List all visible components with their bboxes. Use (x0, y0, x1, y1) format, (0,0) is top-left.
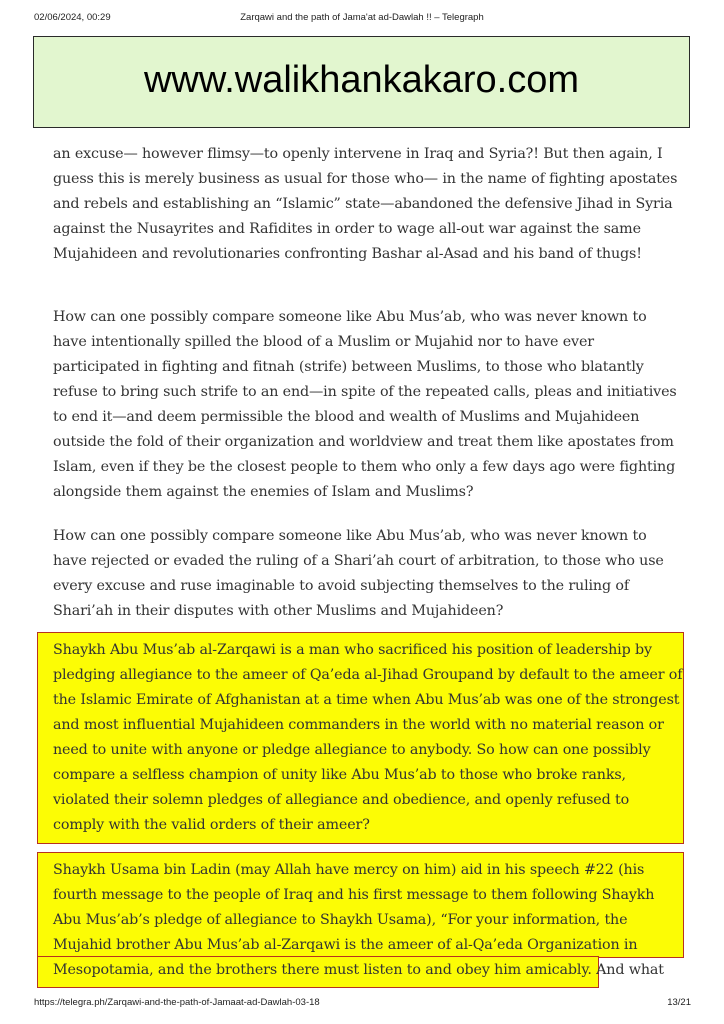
paragraph-3: How can one possibly compare someone like Abu Mus’ab, who was never known to have rejected or evaded the ruling of a Shari’ah court of arbitration, to those who use every excuse and ruse imaginable to avoid subjecting themselves to the ruling of Shari’ah in their disputes with other Muslims and Mujahideen? (53, 528, 664, 619)
print-title: Zarqawi and the path of Jama'at ad-Dawlah !! – Telegraph (240, 12, 484, 23)
print-header (0, 12, 724, 28)
print-date: 02/06/2024, 00:29 (34, 12, 111, 23)
paragraph-5: Shaykh Usama bin Ladin (may Allah have mercy on him) aid in his speech #22 (his fourth message to the people of Iraq and his first message to them following Shaykh Abu Mus’ab’s pledge of allegiance to Shaykh Usama), “For your information, the Mujahid brother Abu Mus’ab al-Zarqawi is the ameer of al-Qa’eda Organization in Mesopotamia, and the brothers there must listen to and obey him amicably. And what (53, 862, 664, 978)
print-footer (0, 997, 724, 1011)
page-url: https://telegra.ph/Zarqawi-and-the-path-of-Jamaat-ad-Dawlah-03-18 (34, 997, 320, 1008)
paragraph-4: Shaykh Abu Mus’ab al-Zarqawi is a man who sacrificed his position of leadership by pledging allegiance to the ameer of Qa’eda al-Jihad Groupand by default to the ameer of the Islamic Emirate of Afghanistan at a time when Abu Mus’ab was one of the strongest and most influential Mujahideen commanders in the world with no material reason or need to unite with anyone or pledge allegiance to anybody. So how can one possibly compare a selfless champion of unity like Abu Mus’ab to those who broke ranks, violated their solemn pledges of allegiance and obedience, and openly refused to comply with the valid orders of their ameer? (53, 642, 683, 833)
page-number: 13/21 (667, 997, 691, 1008)
paragraph-2: How can one possibly compare someone like Abu Mus’ab, who was never known to have intentionally spilled the blood of a Muslim or Mujahid nor to have ever participated in fighting and fitnah (strife) between Muslims, to those who blatantly refuse to bring such strife to an end—in spite of the repeated calls, pleas and initiatives to end it—and deem permissible the blood and wealth of Muslims and Mujahideen outside the fold of their organization and worldview and treat them like apostates from Islam, even if they be the closest people to them who only a few days ago were fighting alongside them against the enemies of Islam and Muslims? (53, 309, 677, 500)
watermark-banner (33, 36, 690, 128)
paragraph-1: an excuse— however flimsy—to openly intervene in Iraq and Syria?! But then again, I guess this is merely business as usual for those who— in the name of fighting apostates and rebels and establishing an “Islamic” state—abandoned the defensive Jihad in Syria against the Nusayrites and Rafidites in order to wage all-out war against the same Mujahideen and revolutionaries confronting Bashar al-Asad and his band of thugs! (53, 146, 678, 262)
banner-text: www.walikhankakaro.com (143, 59, 580, 101)
